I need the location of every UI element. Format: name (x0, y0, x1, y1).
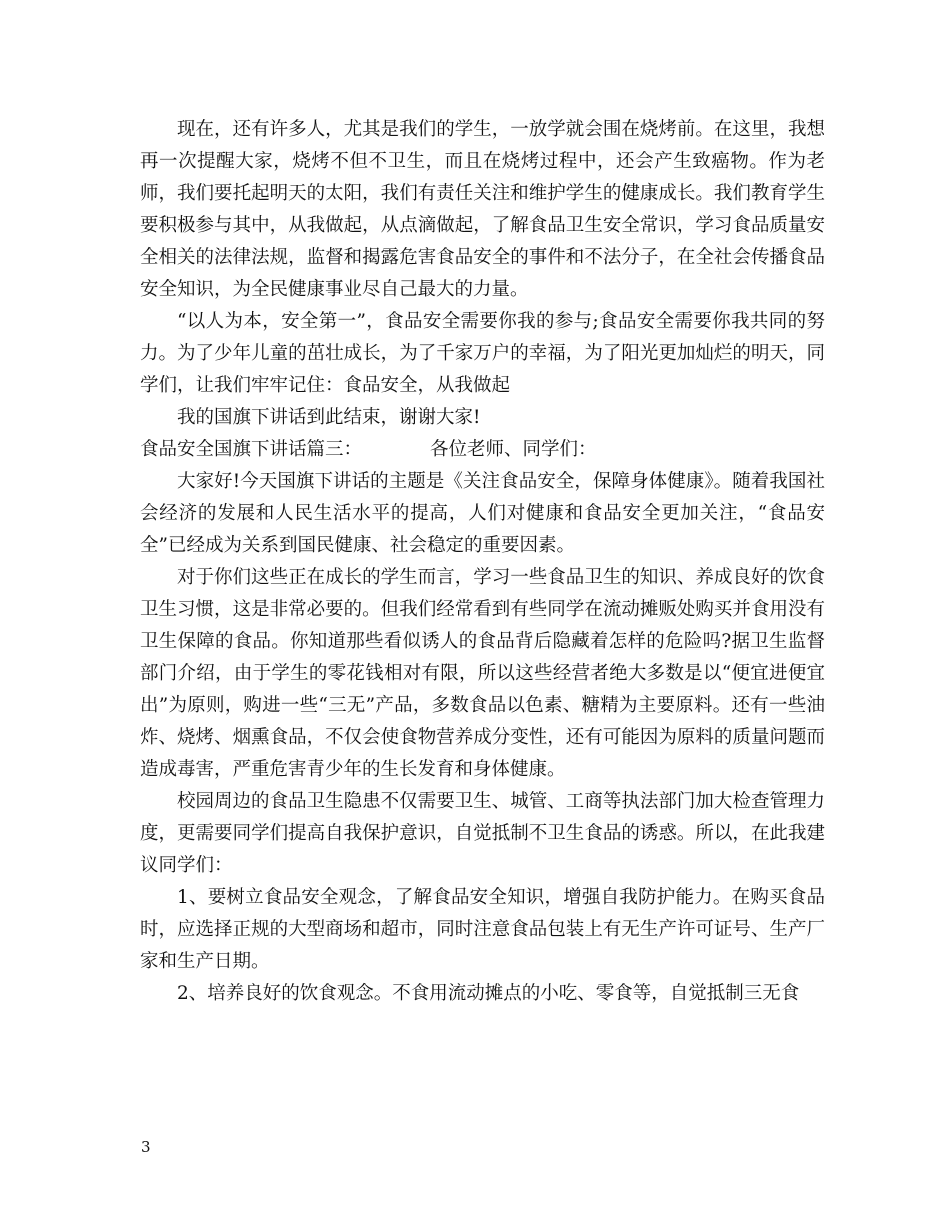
body-text (140, 114, 825, 1010)
paragraph: 我的国旗下讲话到此结束，谢谢大家! (177, 407, 481, 428)
paragraph: 1、要树立食品安全观念，了解食品安全知识，增强自我防护能力。在购买食品时，应选择正规的大型商场和超市，同时注意食品包装上有无生产许可证号、生产厂家和生产日期。 (140, 887, 825, 972)
greeting: 各位老师、同学们： (430, 439, 597, 460)
paragraph: 2、培养良好的饮食观念。不食用流动摊点的小吃、零食等，自觉抵制三无食 (177, 983, 800, 1004)
paragraph: 校园周边的食品卫生隐患不仅需要卫生、城管、工商等执法部门加大检查管理力度，更需要同学们提高自我保护意识，自觉抵制不卫生食品的诱惑。所以，在此我建议同学们： (140, 791, 825, 876)
section-heading-line (140, 434, 825, 466)
page-number: 3 (141, 1138, 151, 1156)
section-title: 食品安全国旗下讲话篇三： (140, 439, 363, 460)
paragraph: 大家好!今天国旗下讲话的主题是《关注食品安全，保障身体健康》。随着我国社会经济的发展和人民生活水平的提高，人们对健康和食品安全更加关注，“食品安全”已经成为关系到国民健康、社会稳定的重要因素。 (140, 471, 825, 556)
paragraph: “以人为本，安全第一”，食品安全需要你我的参与;食品安全需要你我共同的努力。为了少年儿童的茁壮成长，为了千家万户的幸福，为了阳光更加灿烂的明天，同学们，让我们牢牢记住：食品安全，从我做起 (140, 311, 825, 396)
paragraph: 现在，还有许多人，尤其是我们的学生，一放学就会围在烧烤前。在这里，我想再一次提醒大家，烧烤不但不卫生，而且在烧烤过程中，还会产生致癌物。作为老师，我们要托起明天的太阳，我们有责任关注和维护学生的健康成长。我们教育学生要积极参与其中，从我做起，从点滴做起，了解食品卫生安全常识，学习食品质量安全相关的法律法规，监督和揭露危害食品安全的事件和不法分子，在全社会传播食品安全知识，为全民健康事业尽自己最大的力量。 (140, 119, 825, 300)
paragraph: 对于你们这些正在成长的学生而言，学习一些食品卫生的知识、养成良好的饮食卫生习惯，这是非常必要的。但我们经常看到有些同学在流动摊贩处购买并食用没有卫生保障的食品。你知道那些看似诱人的食品背后隐藏着怎样的危险吗?据卫生监督部门介绍，由于学生的零花钱相对有限，所以这些经营者绝大多数是以“便宜进便宜出”为原则，购进一些“三无”产品，多数食品以色素、糖精为主要原料。还有一些油炸、烧烤、烟熏食品，不仅会使食物营养成分变性，还有可能因为原料的质量问题而造成毒害，严重危害青少年的生长发育和身体健康。 (140, 567, 825, 780)
